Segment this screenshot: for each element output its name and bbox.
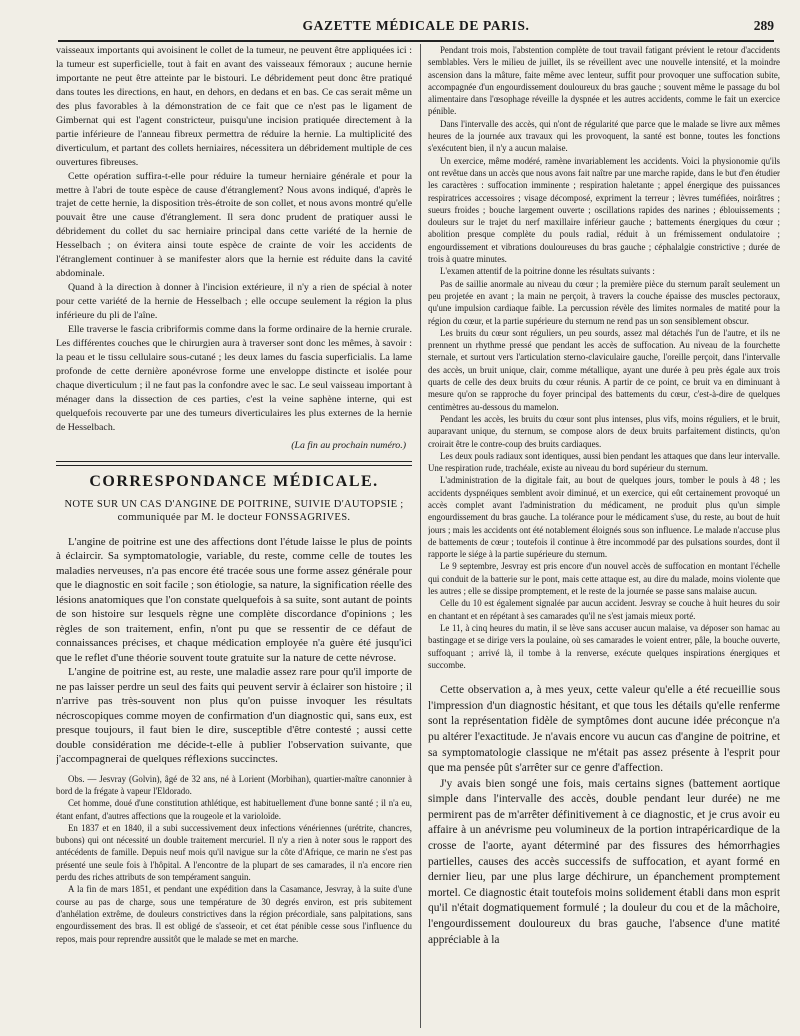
continuation-note: (La fin au prochain numéro.) <box>291 439 406 451</box>
section-separator <box>56 461 412 466</box>
section-heading: CORRESPONDANCE MÉDICALE. <box>89 472 379 490</box>
journal-title: GAZETTE MÉDICALE DE PARIS. <box>302 18 530 33</box>
paragraph: Cette opération suffira-t-elle pour réduire la tumeur herniaire générale et pour la mettre à l'abri de toute espèce de cause d'étranglement? Nous avons indiqué, d'après le trajet de cette hernie, la disposition très-étroite de son collet, et nous avons montré qu'elle pouvait être une cause d'étranglement. Il sera donc prudent de pratiquer aussi le débridement du collet du sac herniaire principal dans cette variété de la hernie de Hesselbach ; on évitera ainsi toute espèce de crainte de voir les accidents de l'étranglement continuer à se manifester alors que la hernie est réduite dans la cavité abdominale. <box>56 170 412 280</box>
observation-paragraph: Pendant trois mois, l'abstention complète de tout travail fatigant prévient le retour d'accidents semblables. Vers le milieu de juillet, ils se réveillent avec une nouvelle intensité, et la moindre ascension dans la mâture, faite même avec lenteur, suffit pour provoquer une suffocation subite, accompagnée d'un engourdissement douloureux du bras gauche ; souvent même le passage du bol alimentaire dans l'œsophage réveille la dyspnée et les autres accidents, comme le fait un exercice pénible. <box>428 45 780 117</box>
observation-paragraph: Un exercice, même modéré, ramène invariablement les accidents. Voici la physionomie qu'ils ont revêtue dans un accès que nous avons fait naître par une marche rapide, dans le but d'en étudier les caractères : suffocation imminente ; respiration haletante ; appel énergique des puissances respiratrices accessoires ; visage décomposé, expriment la terreur ; lèvres tuméfiées, noirâtres ; sueurs froides ; bouche largement ouverte ; oscillations rapides des narines ; éblouissements ; douleurs sur le trajet du nerf maxillaire inférieur gauche ; battements énergiques du cœur ; abolition presque complète du pouls radial, réduit à un frémissement ondulatoire ; engourdissement et vibrations douloureuses du bras gauche ; céphalalgie constrictive ; durée de trois à quatre minutes. <box>428 155 780 265</box>
observation-paragraph: Obs. — Jesvray (Golvin), âgé de 32 ans, né à Lorient (Morbihan), quartier-maître canonnier à bord de la frégate à vapeur l'Eldorado. <box>56 773 412 796</box>
paragraph: vaisseaux importants qui avoisinent le collet de la tumeur, ne peuvent être appliquées ici : la tumeur est superficielle, tout à fait en avant des vaisseaux fémoraux ; aucune hernie importante ne peut être atteinte par le bistouri. Le débridement peut donc être pratiqué dans toutes les directions, en haut, en dehors, en dedans et en bas. Ce cas serait même un des plus favorables à la démonstration de ce fait que ce n'est pas le ligament de Gimbernat qui est l'agent constricteur, puisqu'une incision pratiquée directement à la partie inférieure de l'anneau fibreux permettra de réduire la hernie. La multiplicité des diverticulum, et partant des collets herniaires, nécessitera un débridement multiple de ces ouvertures fibreuses. <box>56 45 412 168</box>
paragraph: L'angine de poitrine est, au reste, une maladie assez rare pour qu'il importe de ne pas laisser perdre un seul des faits qui peuvent servir à éclairer son histoire ; il n'arrive pas très-souvent non plus qu'on puisse invoquer les résultats nécroscopiques comme moyen de confirmation d'un diagnostic qui, sans eux, est presque toujours, il faut bien le dire, susceptible d'être contesté ; aussi cette double considération me décide-t-elle à publier l'observation suivante, que j'accompagnerai de quelques réflexions succinctes. <box>56 666 412 766</box>
observation-paragraph: Dans l'intervalle des accès, qui n'ont de régularité que parce que le malade se livre aux mêmes heures de la journée aux travaux qui les provoquent, la santé est bonne, toutes les fonctions s'exécutent bien, il n'y a aucun malaise. <box>428 118 780 154</box>
paragraph: Elle traverse le fascia cribriformis comme dans la forme ordinaire de la hernie crurale. Les différentes couches que le chirurgien aura à traverser sont donc les mêmes, à savoir : la peau et le tissu cellulaire sous-cutané ; les deux lames du fascia superficialis. La lame profonde de cette dernière aponévrose forme une enveloppe distincte et isolée pour chaque diverticulum ; il ne faut pas la confondre avec le sac. Le seul vaisseau important à ménager dans la dissection de ces parties, c'est la veine saphène interne, qui est quelquefois recouverte par une des tumeurs diverticulaires les plus externes de la hernie de Hesselbach. <box>56 324 412 433</box>
observation-paragraph: L'examen attentif de la poitrine donne les résultats suivants : <box>440 266 655 277</box>
observation-paragraph: Pendant les accès, les bruits du cœur sont plus intenses, plus vifs, moins réguliers, et le bruit, auparavant unique, du sternum, se compose alors de deux bruits parfaitement distincts, qu'on croirait être le contre-coup des bruits cardiaques. <box>428 413 780 449</box>
paragraph: Cette observation a, à mes yeux, cette valeur qu'elle a été recueillie sous l'impression d'un diagnostic hésitant, et que tous les détails qu'elle renferme sont la représentation fidèle de symptômes dont aucune idée préconçue n'a pu altérer l'exactitude. Je n'avais encore vu aucun cas d'angine de poitrine, et sa symptomatologie classique ne m'était pas assez présente à l'esprit pour que ma pensée pût s'arrêter sur ce genre d'affection. <box>428 684 780 775</box>
observation-paragraph: Le 11, à cinq heures du matin, il se lève sans accuser aucun malaise, va déposer son hamac au bastingage et se dirige vers la poulaine, où ses camarades le voient entrer, pâle, la bouche ouverte, suffoquant ; arrivé là, il tombe à la renverse, exécute quelques inspirations énergiques et succombe. <box>428 622 780 670</box>
observation-paragraph: Cet homme, doué d'une constitution athlétique, est habituellement d'une bonne santé ; il n'a eu, étant enfant, d'autres affections que la rougeole et la varioloïde. <box>56 798 412 821</box>
observation-paragraph: A la fin de mars 1851, et pendant une expédition dans la Casamance, Jesvray, à la suite d'une course au pas de charge, sous une température de 30 degrés environ, est pris subitement d'anhélation extrême, de douleurs constrictives dans la région précordiale, sans palpitations, sans engourdissement des bras. Il est obligé de s'asseoir, et cet état pénible cesse sous l'influence du repos, mais pour reprendre aussitôt que le malade se met en marche. <box>56 884 412 944</box>
observation-paragraph: Le 9 septembre, Jesvray est pris encore d'un nouvel accès de suffocation en montant l'échelle qui conduit de la batterie sur le pont, mais cette attaque est, au dire du malade, moins violente que les autres ; elle se dissipe promptement, et le reste de la journée se passe sans malaise aucun. <box>428 561 780 597</box>
page-number: 289 <box>753 18 774 33</box>
right-column <box>428 44 780 1030</box>
paragraph: L'angine de poitrine est une des affections dont l'étude laisse le plus de points à éclaircir. Sa symptomatologie, variable, du reste, comme celle de toutes les maladies nerveuses, n'a pas encore été tracée sous une forme assez générale pour que le diagnostic en soit facile ; son étiologie, sa nature, la signification réelle des lésions anatomiques que l'on constate quelquefois à sa suite, sont autant de points de son histoire sur lesquels règne une complète discordance d'opinions ; les règles de son traitement, enfin, n'ont pu que se ressentir de ce défaut de connaissances précises, et chaque médication employée n'a guère été jusqu'ici que le reflet d'une théorie souvent toute gratuite sur la nature de cette névrose. <box>56 535 412 664</box>
paragraph: Quand à la direction à donner à l'incision extérieure, il n'y a rien de spécial à noter pour cette variété de la hernie de Hesselbach ; elle occupe seulement la région la plus inférieure du pli de l'aîne. <box>56 282 412 322</box>
column-divider <box>420 44 421 1028</box>
observation-paragraph: L'administration de la digitale fait, au bout de quelques jours, tomber le pouls à 48 ; les accidents dyspnéiques semblent avoir diminué, et un exercice, qui eût certainement provoqué un accès complet avant l'administration du médicament, ne produit plus qu'un simple engourdissement du bras gauche. La tolérance pour le médicament s'use, du reste, au bout de huit jours ; mais les accidents ont été notablement éloignés sous son influence. Le malade n'accuse plus de battements de cœur ; toutefois il continue à être incommodé par des pulsations sourdes, dont il rapporte le siége à la partie supérieure du sternum. <box>428 475 780 560</box>
left-column <box>56 44 412 1030</box>
paragraph: J'y avais bien songé une fois, mais certains signes (battement aortique simple dans l'intervalle des accès, double pendant leur durée) ne me permirent pas de m'arrêter définitivement à ce diagnostic, et je crus avoir eu affaire à un anévrisme peu volumineux de la portion intrapéricardique de la crosse de l'aorte, ayant déterminé par des fissures des hémorrhagies partielles, causes des accès successifs de suffocation, et ayant formé en dernier lieu, par une plus large déchirure, un épanchement promptement mortel. Ce diagnostic était toutefois moins solidement établi dans mon esprit qu'il n'était dogmatiquement formulé ; la douleur du cou et de la mâchoire, l'engourdissement douloureux du bras gauche, l'absence d'une matité appréciable à la <box>428 777 780 946</box>
observation-paragraph: Les deux pouls radiaux sont identiques, aussi bien pendant les attaques que dans leur intervalle. Une respiration rude, trachéale, existe au niveau du bord supérieur du sternum. <box>428 450 780 474</box>
observation-paragraph: Celle du 10 est également signalée par aucun accident. Jesvray se couche à huit heures du soir en chantant et en répétant à ses camarades qu'il ne s'est jamais mieux porté. <box>428 598 780 621</box>
observation-paragraph: Les bruits du cœur sont réguliers, un peu sourds, assez mal détachés l'un de l'autre, et ils ne prennent un rhythme pressé que pendant les accès de suffocation. Au niveau de la fourchette sternale, et surtout vers l'articulation sterno-claviculaire gauche, l'oreille perçoit, dans l'intervalle des accès, un bruit unique, clair, comme métallique, ayant une durée à peu près égale aux trois quarts de celle des deux bruits du cœur réunis. A partir de ce point, ce bruit va en diminuant à mesure qu'on se rapproche du foyer principal des battements du cœur, c'est-à-dire de quelques centimètres au-dessous du mamelon. <box>428 327 780 412</box>
article-subheading: NOTE SUR UN CAS D'ANGINE DE POITRINE, SUIVIE D'AUTOPSIE ; communiquée par M. le docteur FONSSAGRIVES. <box>64 498 404 524</box>
observation-paragraph: Pas de saillie anormale au niveau du cœur ; la première pièce du sternum paraît seulement un peu projetée en avant ; la main ne perçoit, à travers la couche épaisse des muscles pectoraux, qu'une impulsion cardiaque faible. La percussion révèle des limites normales de matité pour la région du cœur, et la partie supérieure du sternum ne rend pas un son sensiblement obscur. <box>428 278 780 326</box>
observation-paragraph: En 1837 et en 1840, il a subi successivement deux infections vénériennes (urétrite, chancres, bubons) qui ont nécessité un double traitement mercuriel. Il n'y a rien à noter sous le rapport des antécédents de famille. Depuis neuf mois qu'il navigue sur la côte d'Afrique, ce marin ne s'est pas présenté une seule fois à l'hôpital. A l'encontre de la plupart de ses camarades, il n'a encore rien perdu des riches attributs de son tempérament sanguin. <box>56 822 412 883</box>
page-header <box>58 18 774 42</box>
